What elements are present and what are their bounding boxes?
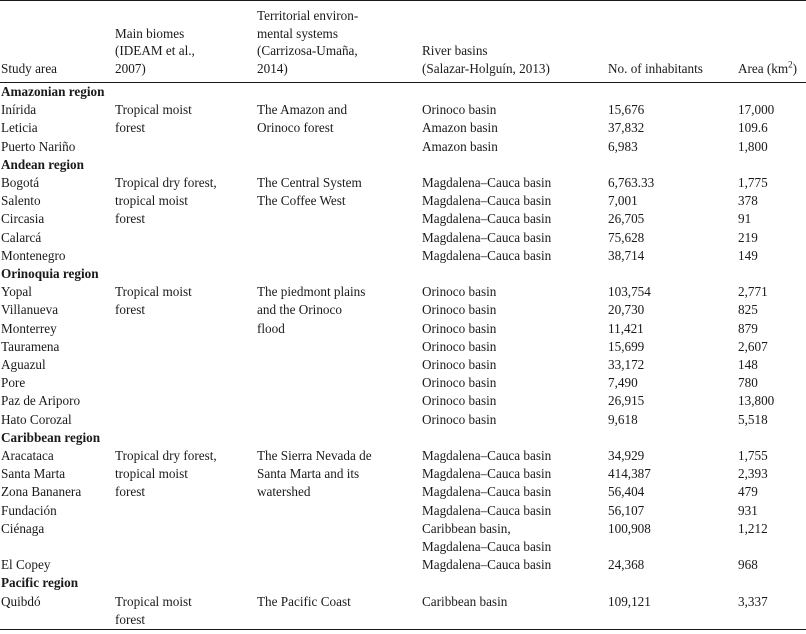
cell-river-basin: Amazon basin <box>422 138 498 154</box>
cell-biome <box>115 538 257 556</box>
table-row <box>0 611 806 630</box>
cell-area-km2: 378 <box>738 193 758 209</box>
cell-river-basin: Orinoco basin <box>422 393 497 409</box>
cell-territorial-system: The Pacific Coast <box>257 593 351 609</box>
cell-biome: forest <box>115 302 146 318</box>
table-row <box>0 210 806 228</box>
table-row <box>0 320 806 338</box>
region-heading: Caribbean region <box>1 429 101 445</box>
table-row <box>0 138 806 156</box>
cell-biome: forest <box>115 611 257 630</box>
table-row <box>0 101 806 119</box>
cell-area-km2: 1,212 <box>738 520 768 536</box>
table-row <box>0 338 806 356</box>
region-heading: Andean region <box>1 156 84 172</box>
cell-area-km2: 879 <box>738 320 758 336</box>
cell-inhabitants: 7,001 <box>608 193 638 209</box>
table-row <box>0 247 806 265</box>
cell-biome: Tropical moist <box>115 102 192 118</box>
cell-biome <box>115 374 257 392</box>
cell-territorial-system <box>257 411 422 429</box>
cell-inhabitants: 6,983 <box>608 138 638 154</box>
cell-study-area: Ciénaga <box>1 520 45 536</box>
cell-study-area: Aguazul <box>1 357 46 373</box>
cell-study-area: Circasia <box>1 211 45 227</box>
table-row <box>0 483 806 501</box>
table-row <box>0 520 806 538</box>
cell-study-area: Zona Bananera <box>1 484 82 500</box>
cell-inhabitants: 75,628 <box>608 229 645 245</box>
cell-inhabitants: 414,387 <box>608 466 651 482</box>
cell-territorial-system: flood <box>257 320 285 336</box>
cell-biome <box>115 392 257 410</box>
cell-territorial-system <box>257 138 422 156</box>
cell-area-km2: 17,000 <box>738 102 775 118</box>
cell-area-km2: 2,393 <box>738 466 768 482</box>
cell-inhabitants: 24,368 <box>608 557 645 573</box>
cell-territorial-system <box>257 210 422 228</box>
cell-area-km2: 5,518 <box>738 411 768 427</box>
cell-study-area: Leticia <box>1 120 38 136</box>
cell-study-area: Yopal <box>1 284 32 300</box>
cell-area-km2: 479 <box>738 484 758 500</box>
region-heading-row <box>0 156 806 174</box>
cell-study-area <box>0 611 115 630</box>
cell-study-area: Aracataca <box>1 448 54 464</box>
cell-river-basin <box>422 611 608 630</box>
cell-river-basin: Orinoco basin <box>422 102 497 118</box>
header-area: Area $(km^2)$ <box>738 1 806 83</box>
table-row <box>0 301 806 319</box>
cell-area-km2: 1,755 <box>738 448 768 464</box>
header-river-basins: River basins (Salazar-Holguín, 2013) <box>422 1 608 83</box>
table-row <box>0 192 806 210</box>
cell-study-area: Monterrey <box>1 320 57 336</box>
cell-biome: tropical moist <box>115 193 188 209</box>
table-row <box>0 411 806 429</box>
cell-area-km2: 968 <box>738 557 758 573</box>
cell-river-basin: Magdalena–Cauca basin <box>422 247 552 263</box>
cell-biome <box>115 520 257 538</box>
header-inhabitants: No. of inhabitants <box>608 1 738 83</box>
cell-biome: Tropical moist <box>115 284 192 300</box>
cell-biome <box>115 556 257 574</box>
cell-area-km2: 931 <box>738 502 758 518</box>
cell-area-km2: 91 <box>738 211 752 227</box>
cell-river-basin: Orinoco basin <box>422 357 497 373</box>
table-row <box>0 356 806 374</box>
cell-biome: Tropical dry forest, <box>115 448 217 464</box>
cell-area-km2: 148 <box>738 357 758 373</box>
cell-biome <box>115 502 257 520</box>
cell-inhabitants <box>608 538 738 556</box>
table-row <box>0 119 806 137</box>
cell-river-basin: Orinoco basin <box>422 320 497 336</box>
cell-study-area: Santa Marta <box>1 466 66 482</box>
cell-inhabitants <box>608 611 738 630</box>
cell-inhabitants: 103,754 <box>608 284 651 300</box>
cell-river-basin: Magdalena–Cauca basin <box>422 175 552 191</box>
cell-biome: forest <box>115 211 146 227</box>
cell-territorial-system <box>257 392 422 410</box>
cell-biome <box>115 320 257 338</box>
cell-territorial-system: Santa Marta and its <box>257 466 360 482</box>
cell-river-basin: Caribbean basin, <box>422 520 511 536</box>
cell-study-area: Pore <box>1 375 26 391</box>
cell-biome <box>115 338 257 356</box>
cell-river-basin: Magdalena–Cauca basin <box>422 229 552 245</box>
cell-territorial-system: Orinoco forest <box>257 120 334 136</box>
cell-area-km2: 780 <box>738 375 758 391</box>
cell-biome <box>115 138 257 156</box>
cell-river-basin: Orinoco basin <box>422 338 497 354</box>
cell-area-km2 <box>738 611 806 630</box>
cell-biome <box>115 247 257 265</box>
table-row <box>0 538 806 556</box>
cell-inhabitants: 56,404 <box>608 484 645 500</box>
cell-river-basin: Amazon basin <box>422 120 498 136</box>
cell-territorial-system: The Amazon and <box>257 102 348 118</box>
cell-study-area: Puerto Nariño <box>1 138 76 154</box>
cell-study-area: Fundación <box>1 502 57 518</box>
cell-river-basin: Magdalena–Cauca basin <box>422 484 552 500</box>
region-heading: Pacific region <box>1 575 79 591</box>
cell-area-km2: 149 <box>738 247 758 263</box>
cell-inhabitants: 6,763.33 <box>608 175 655 191</box>
cell-inhabitants: 15,676 <box>608 102 645 118</box>
cell-territorial-system <box>257 356 422 374</box>
region-heading-row <box>0 429 806 447</box>
table-row <box>0 593 806 611</box>
cell-inhabitants: 26,915 <box>608 393 645 409</box>
region-heading: Orinoquia region <box>1 266 99 282</box>
header-study-area: Study area <box>0 1 115 83</box>
header-row <box>0 1 806 83</box>
cell-river-basin: Magdalena–Cauca basin <box>422 557 552 573</box>
region-heading-row <box>0 574 806 592</box>
table-body <box>0 83 806 630</box>
table-row <box>0 174 806 192</box>
cell-inhabitants: 20,730 <box>608 302 645 318</box>
table-row <box>0 556 806 574</box>
cell-study-area <box>0 538 115 556</box>
cell-biome <box>115 356 257 374</box>
cell-river-basin: Orinoco basin <box>422 302 497 318</box>
cell-river-basin: Orinoco basin <box>422 411 497 427</box>
cell-territorial-system: The Sierra Nevada de <box>257 448 372 464</box>
cell-territorial-system <box>257 247 422 265</box>
cell-biome: forest <box>115 120 146 136</box>
cell-territorial-system <box>257 338 422 356</box>
table-row <box>0 283 806 301</box>
cell-territorial-system: The Coffee West <box>257 193 346 209</box>
cell-inhabitants: 9,618 <box>608 411 638 427</box>
cell-river-basin: Orinoco basin <box>422 284 497 300</box>
cell-study-area: Tauramena <box>1 338 60 354</box>
cell-area-km2: 2,771 <box>738 284 768 300</box>
cell-territorial-system <box>257 538 422 556</box>
cell-biome: Tropical dry forest, <box>115 175 217 191</box>
cell-river-basin: Orinoco basin <box>422 375 497 391</box>
cell-inhabitants: 11,421 <box>608 320 644 336</box>
cell-study-area: Paz de Ariporo <box>1 393 81 409</box>
cell-territorial-system: watershed <box>257 484 311 500</box>
cell-study-area: Montenegro <box>1 247 66 263</box>
cell-inhabitants: 34,929 <box>608 448 645 464</box>
cell-area-km2: 3,337 <box>738 593 768 609</box>
cell-territorial-system <box>257 556 422 574</box>
cell-biome <box>115 411 257 429</box>
cell-biome: tropical moist <box>115 466 188 482</box>
cell-study-area: Inírida <box>1 102 37 118</box>
cell-inhabitants: 38,714 <box>608 247 645 263</box>
cell-territorial-system <box>257 611 422 630</box>
cell-inhabitants: 26,705 <box>608 211 645 227</box>
cell-study-area: Bogotá <box>1 175 40 191</box>
cell-study-area: Hato Corozal <box>1 411 72 427</box>
header-territorial-systems: Territorial environ- mental systems (Carrizosa-Umaña, 2014) <box>257 1 422 83</box>
cell-study-area: Salento <box>1 193 41 209</box>
cell-territorial-system <box>257 229 422 247</box>
cell-river-basin: Caribbean basin <box>422 593 508 609</box>
cell-territorial-system: The piedmont plains <box>257 284 366 300</box>
cell-biome: forest <box>115 484 146 500</box>
table-row <box>0 392 806 410</box>
region-heading-row <box>0 265 806 283</box>
header-main-biomes: Main biomes (IDEAM et al., 2007) <box>115 1 257 83</box>
cell-study-area: Quibdó <box>1 593 41 609</box>
cell-territorial-system <box>257 520 422 538</box>
cell-area-km2: 219 <box>738 229 758 245</box>
cell-territorial-system: The Central System <box>257 175 362 191</box>
cell-inhabitants: 109,121 <box>608 593 651 609</box>
cell-study-area: El Copey <box>1 557 51 573</box>
table-header <box>0 1 806 83</box>
cell-inhabitants: 33,172 <box>608 357 645 373</box>
table-row <box>0 502 806 520</box>
table-row <box>0 465 806 483</box>
cell-area-km2 <box>738 538 806 556</box>
table-row <box>0 447 806 465</box>
cell-inhabitants: 37,832 <box>608 120 645 136</box>
region-heading-row <box>0 83 806 102</box>
cell-biome <box>115 229 257 247</box>
cell-area-km2: 109.6 <box>738 120 768 136</box>
cell-area-km2: 13,800 <box>738 393 775 409</box>
cell-study-area: Villanueva <box>1 302 59 318</box>
cell-biome: Tropical moist <box>115 593 192 609</box>
region-heading: Amazonian region <box>1 84 105 99</box>
cell-area-km2: 825 <box>738 302 758 318</box>
cell-territorial-system <box>257 502 422 520</box>
cell-river-basin: Magdalena–Cauca basin <box>422 466 552 482</box>
cell-inhabitants: 100,908 <box>608 520 651 536</box>
table-row <box>0 374 806 392</box>
cell-river-basin: Magdalena–Cauca basin <box>422 211 552 227</box>
cell-inhabitants: 56,107 <box>608 502 645 518</box>
cell-river-basin: Magdalena–Cauca basin <box>422 502 552 518</box>
cell-inhabitants: 7,490 <box>608 375 638 391</box>
cell-river-basin: Magdalena–Cauca basin <box>422 193 552 209</box>
cell-territorial-system <box>257 374 422 392</box>
cell-study-area: Calarcá <box>1 229 42 245</box>
cell-river-basin: Magdalena–Cauca basin <box>422 539 552 555</box>
table-row <box>0 229 806 247</box>
cell-area-km2: 1,800 <box>738 138 768 154</box>
cell-inhabitants: 15,699 <box>608 338 645 354</box>
cell-area-km2: 2,607 <box>738 338 768 354</box>
cell-river-basin: Magdalena–Cauca basin <box>422 448 552 464</box>
cell-area-km2: 1,775 <box>738 175 768 191</box>
cell-territorial-system: and the Orinoco <box>257 302 342 318</box>
